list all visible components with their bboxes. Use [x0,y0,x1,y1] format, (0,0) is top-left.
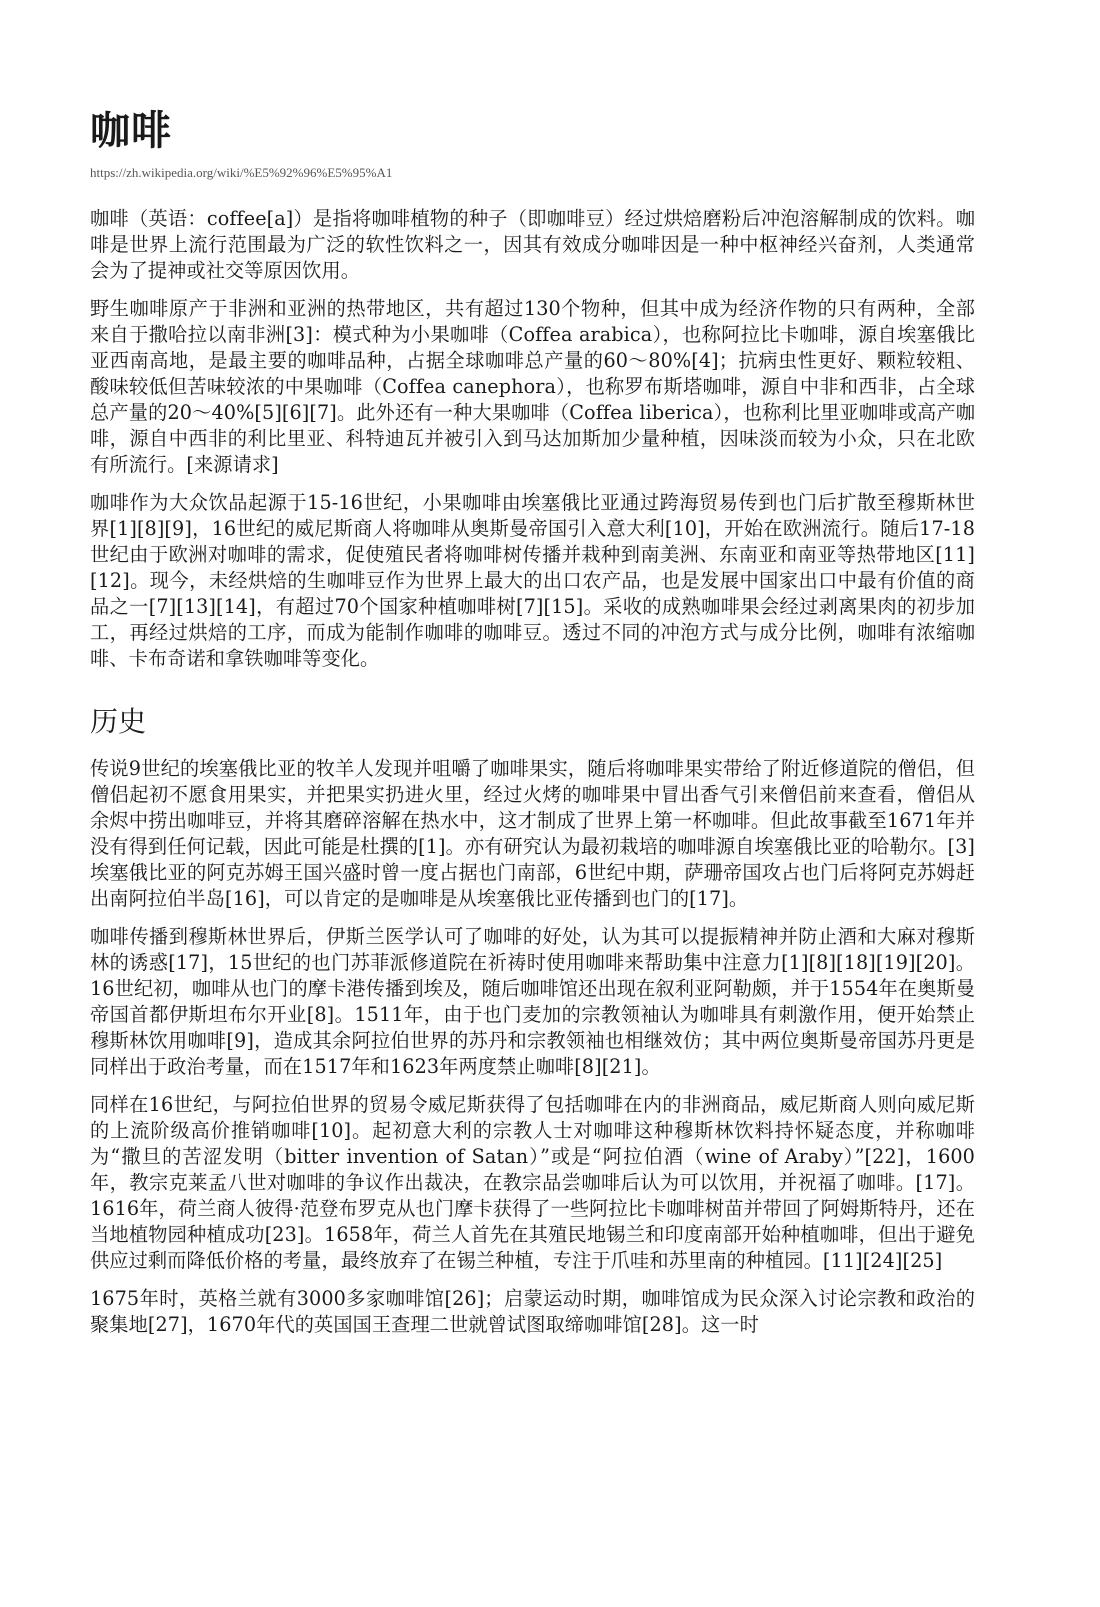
article [90,0,975,1338]
intro-paragraph: 咖啡（英语：coffee[a]）是指将咖啡植物的种子（即咖啡豆）经过烘焙磨粉后冲泡溶解制成的饮料。咖啡是世界上流行范围最为广泛的软性饮料之一，因其有效成分咖啡因是一种中枢神经兴奋剂，人类通常会为了提神或社交等原因饮用。 [90,207,975,282]
history-paragraph: 咖啡传播到穆斯林世界后，伊斯兰医学认可了咖啡的好处，认为其可以提振精神并防止酒和大麻对穆斯林的诱惑[17]，15世纪的也门苏菲派修道院在祈祷时使用咖啡来帮助集中注意力[1][8][18][19][20]。 16世纪初，咖啡从也门的摩卡港传播到埃及，随后咖啡馆还出现在叙利亚阿勒颇，并于1554年在奥斯曼帝国首都伊斯坦布尔开业[8]。1511年，由于也门麦加的宗教领袖认为咖啡具有刺激作用，便开始禁止穆斯林饮用咖啡[9]，造成其余阿拉伯世界的苏丹和宗教领袖也相继效仿；其中两位奥斯曼帝国苏丹更是同样出于政治考量，而在1517年和1623年两度禁止咖啡[8][21]。 [90,925,975,1078]
history-paragraph: 传说9世纪的埃塞俄比亚的牧羊人发现并咀嚼了咖啡果实，随后将咖啡果实带给了附近修道院的僧侣，但僧侣起初不愿食用果实，并把果实扔进火里，经过火烤的咖啡果中冒出香气引来僧侣前来查看，僧侣从余烬中捞出咖啡豆，并将其磨碎溶解在热水中，这才制成了世界上第一杯咖啡。但此故事截至1671年并没有得到任何记载，因此可能是杜撰的[1]。亦有研究认为最初栽培的咖啡源自埃塞俄比亚的哈勒尔。[3]埃塞俄比亚的阿克苏姆王国兴盛时曾一度占据也门南部，6世纪中期，萨珊帝国攻占也门后将阿克苏姆赶出南阿拉伯半岛[16]，可以肯定的是咖啡是从埃塞俄比亚传播到也门的[17]。 [90,757,975,910]
page-url: https://zh.wikipedia.org/wiki/%E5%92%96%E5%95%A1 [90,165,393,180]
history-section [90,756,975,1338]
intro-paragraph: 咖啡作为大众饮品起源于15-16世纪，小果咖啡由埃塞俄比亚通过跨海贸易传到也门后扩散至穆斯林世界[1][8][9]，16世纪的威尼斯商人将咖啡从奥斯曼帝国引入意大利[10]，开始在欧洲流行。随后17-18世纪由于欧洲对咖啡的需求，促使殖民者将咖啡树传播并栽种到南美洲、东南亚和南亚等热带地区[11][12]。现今，未经烘焙的生咖啡豆作为世界上最大的出口农产品，也是发展中国家出口中最有价值的商品之一[7][13][14]，有超过70个国家种植咖啡树[7][15]。采收的成熟咖啡果会经过剥离果肉的初步加工，再经过烘焙的工序，而成为能制作咖啡的咖啡豆。透过不同的冲泡方式与成分比例，咖啡有浓缩咖啡、卡布奇诺和拿铁咖啡等变化。 [90,491,975,670]
intro-paragraph: 野生咖啡原产于非洲和亚洲的热带地区，共有超过130个物种，但其中成为经济作物的只有两种，全部来自于撒哈拉以南非洲[3]：模式种为小果咖啡（Coffea arabica），也称阿拉比卡咖啡，源自埃塞俄比亚西南高地，是最主要的咖啡品种，占据全球咖啡总产量的60～80%[4]；抗病虫性更好、颗粒较粗、酸味较低但苦味较浓的中果咖啡（Coffea canephora），也称罗布斯塔咖啡，源自中非和西非，占全球总产量的20～40%[5][6][7]。此外还有一种大果咖啡（Coffea liberica），也称利比里亚咖啡或高产咖啡，源自中西非的利比里亚、科特迪瓦并被引入到马达加斯加少量种植，因味淡而较为小众，只在北欧有所流行。[来源请求] [90,297,975,476]
intro-section [90,206,975,672]
history-paragraph: 1675年时，英格兰就有3000多家咖啡馆[26]；启蒙运动时期，咖啡馆成为民众深入讨论宗教和政治的聚集地[27]，1670年代的英国国王查理二世就曾试图取缔咖啡馆[28]。这一时 [90,1287,975,1336]
section-heading-history: 历史 [90,705,147,738]
history-paragraph: 同样在16世纪，与阿拉伯世界的贸易令威尼斯获得了包括咖啡在内的非洲商品，威尼斯商人则向威尼斯的上流阶级高价推销咖啡[10]。起初意大利的宗教人士对咖啡这种穆斯林饮料持怀疑态度，并称咖啡为“撒旦的苦涩发明（bitter invention of Satan）”或是“阿拉伯酒（wine of Araby）”[22]，1600年，教宗克莱孟八世对咖啡的争议作出裁决，在教宗品尝咖啡后认为可以饮用，并祝福了咖啡。[17]。 1616年，荷兰商人彼得·范登布罗克从也门摩卡获得了一些阿拉比卡咖啡树苗并带回了阿姆斯特丹，还在当地植物园种植成功[23]。1658年，荷兰人首先在其殖民地锡兰和印度南部开始种植咖啡，但出于避免供应过剩而降低价格的考量，最终放弃了在锡兰种植，专注于爪哇和苏里南的种植园。[11][24][25] [90,1093,975,1272]
page-title: 咖啡 [90,107,172,154]
